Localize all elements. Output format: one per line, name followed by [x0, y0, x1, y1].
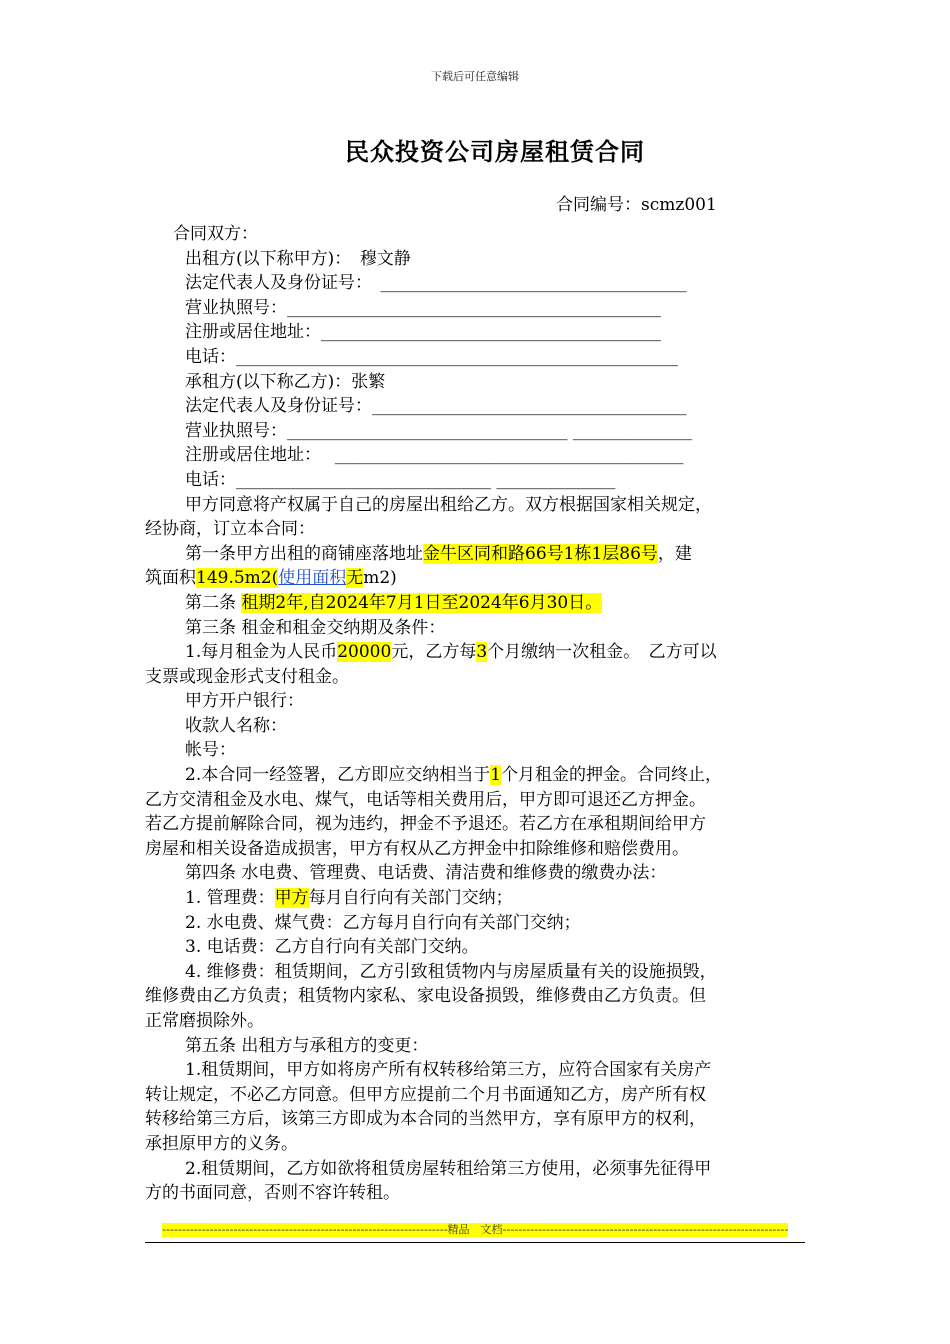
- text-line: 营业执照号：_________________________________ ______________: [185, 420, 692, 441]
- text-line: 转让规定，不必乙方同意。但甲方应提前二个月书面通知乙方，房产所有权: [145, 1084, 706, 1105]
- text-line: 2. 水电费、煤气费：乙方每月自行向有关部门交纳；: [185, 912, 581, 933]
- text-run: 2.本合同一经签署，乙方即应交纳相当于: [185, 765, 491, 786]
- text-line: 4. 维修费：租赁期间，乙方引致租赁物内与房屋质量有关的设施损毁，: [185, 961, 717, 982]
- text-line: 维修费由乙方负责；租赁物内家私、家电设备损毁，维修费由乙方负责。但: [145, 986, 706, 1007]
- contract-number: 合同编号：scmz001: [556, 195, 717, 215]
- text-line: 3. 电话费：乙方自行向有关部门交纳。: [185, 937, 479, 958]
- text-line: [145, 640, 810, 665]
- text-line: [145, 591, 810, 616]
- text-line: 第三条 租金和租金交纳期及条件：: [185, 617, 446, 638]
- text-run: m2): [363, 568, 397, 589]
- text-line: 甲方开户银行：: [185, 691, 304, 712]
- text-run: 个月租金的押金。合同终止，: [501, 765, 723, 786]
- text-line: 经协商，订立本合同：: [145, 519, 315, 540]
- text-run: 元，乙方每: [391, 642, 477, 663]
- usable-area-link[interactable]: 使用面积: [278, 568, 347, 589]
- text-line: 第四条 水电费、管理费、电话费、清洁费和维修费的缴费办法：: [185, 863, 667, 884]
- text-line: 注册或居住地址： _________________________________________: [185, 445, 684, 466]
- text-line: 转移给第三方后，该第三方即成为本合同的当然甲方，享有原甲方的权利，: [145, 1109, 706, 1130]
- text-line: [145, 566, 810, 591]
- page-title: 民众投资公司房屋租赁合同: [345, 138, 645, 166]
- text-line: 若乙方提前解除合同，视为违约，押金不予退还。若乙方在承租期间给甲方: [145, 814, 706, 835]
- text-run: 第二条: [185, 592, 242, 613]
- text-line: 法定代表人及身份证号：_____________________________________: [185, 396, 687, 417]
- text-run: 1. 管理费：: [185, 888, 275, 909]
- highlight-party: 甲方: [274, 888, 309, 909]
- text-run: 第一条甲方出租的商铺座落地址: [185, 543, 423, 564]
- text-run: 每月自行向有关部门交纳；: [308, 888, 513, 909]
- text-line: 甲方同意将产权属于自己的房屋出租给乙方。双方根据国家相关规定，: [185, 494, 712, 515]
- footer-rule: [145, 1242, 805, 1243]
- text-line: 出租方(以下称甲方)： 穆文静: [185, 248, 411, 269]
- footer-text: 精品 文档: [447, 1223, 503, 1236]
- text-line: 法定代表人及身份证号： ____________________________________: [185, 273, 687, 294]
- text-line: 正常磨损除外。: [145, 1011, 264, 1031]
- footer-dashes: [503, 1223, 789, 1237]
- text-line: 收款人名称：: [185, 715, 287, 736]
- highlight-usable-area: 无: [346, 568, 364, 589]
- header-note: 下载后可任意编辑: [431, 70, 519, 83]
- text-line: 电话：____________________________________________________: [185, 346, 678, 367]
- text-line: 乙方交清租金及水电、煤气，电话等相关费用后，甲方即可退还乙方押金。: [145, 789, 706, 810]
- text-line: 1.租赁期间，甲方如将房产所有权转移给第三方，应符合国家有关房产: [185, 1060, 712, 1081]
- text-run: ，建: [657, 543, 692, 564]
- text-line: 承担原甲方的义务。: [145, 1133, 298, 1154]
- text-line: [145, 886, 810, 911]
- highlight-term: 租期2年,自2024年7月1日至2024年6月30日。: [241, 592, 603, 613]
- text-line: 注册或居住地址：________________________________________: [185, 322, 661, 343]
- highlight-area: 149.5m2(: [196, 568, 279, 589]
- text-line: 支票或现金形式支付租金。: [145, 666, 349, 687]
- text-line: [145, 763, 810, 788]
- text-line: 合同双方：: [173, 224, 258, 244]
- text-run: 1.每月租金为人民币: [185, 642, 338, 663]
- highlight-deposit-months: 1: [490, 765, 502, 786]
- footer-banner: [162, 1223, 788, 1237]
- text-line: 2.租赁期间，乙方如欲将租赁房屋转租给第三方使用，必须事先征得甲: [185, 1158, 712, 1179]
- text-run: 筑面积: [145, 568, 196, 589]
- text-run: 个月缴纳一次租金。 乙方可以: [487, 642, 717, 663]
- text-line: 帐号：: [185, 740, 236, 761]
- text-line: 电话：______________________________ ______________: [185, 469, 616, 490]
- highlight-address: 金牛区同和路66号1栋1层86号: [423, 543, 658, 564]
- text-line: 承租方(以下称乙方)：张繁: [185, 371, 386, 392]
- text-line: 房屋和相关设备造成损害，甲方有权从乙方押金中扣除维修和赔偿费用。: [145, 838, 689, 859]
- text-line: 第五条 出租方与承租方的变更：: [185, 1035, 429, 1056]
- text-line: 营业执照号：____________________________________________: [185, 297, 661, 318]
- footer-dashes: [162, 1223, 448, 1237]
- text-line: [145, 542, 810, 567]
- highlight-months: 3: [476, 642, 488, 663]
- text-line: 方的书面同意，否则不容许转租。: [145, 1183, 400, 1204]
- highlight-rent: 20000: [337, 642, 392, 663]
- contract-body: [145, 222, 810, 1206]
